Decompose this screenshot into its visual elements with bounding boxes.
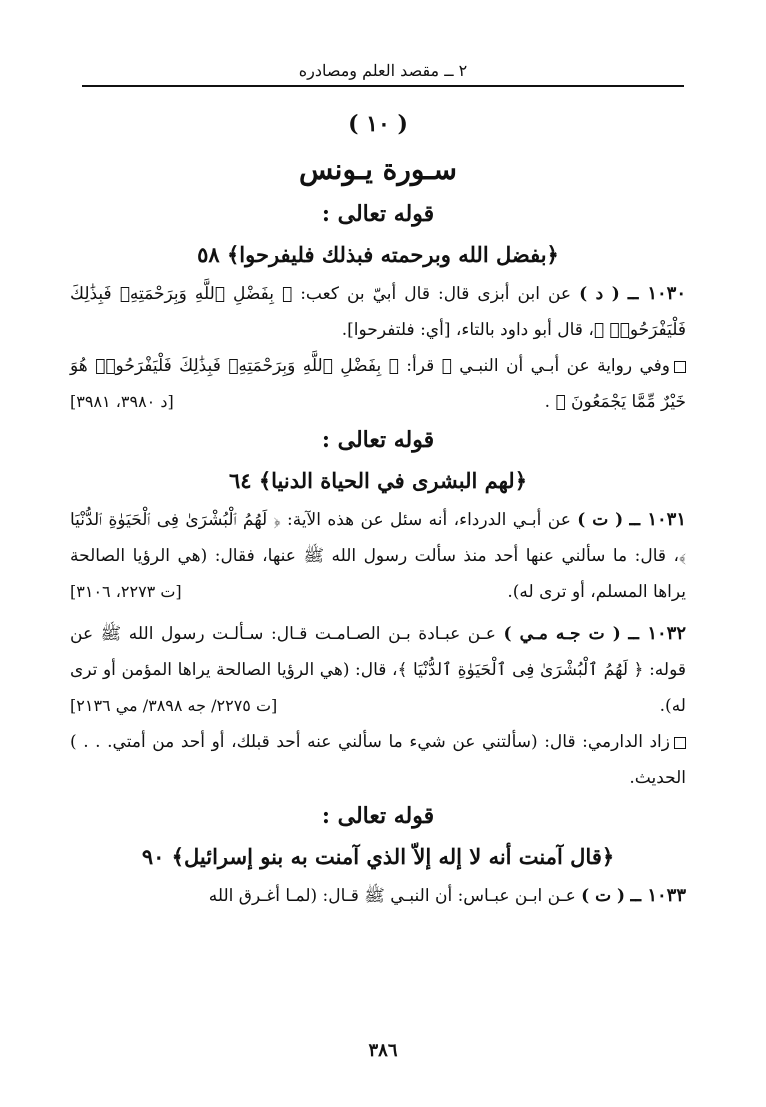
hadith-1030 (70, 276, 686, 348)
header-rule (82, 85, 684, 87)
hadith-1030-variant (70, 348, 686, 420)
page-number: ٣٨٦ (368, 1040, 398, 1061)
hadith-1031 (70, 502, 686, 610)
hadith-reference: [ت ٢٢٧٥/ جه ٣٨٩٨/ مي ٢١٣٦] (70, 696, 278, 715)
page-content (70, 102, 686, 914)
square-bullet-icon (674, 737, 686, 749)
surah-title: سـورة يـونس (298, 153, 458, 186)
hadith-number: ١٠٣٢ ــ (628, 623, 686, 644)
ayah-heading: ﴿بفضل الله وبرحمته فبذلك فليفرحوا﴾ ٥٨ (197, 242, 559, 267)
section-heading: قوله تعالى : (321, 427, 435, 453)
hadith-text: عن ابن أبزى قال: قال أبيّ بن كعب: ﴿ بِفَضْلِ ٱللَّهِ وَبِرَحْمَتِهِۦ فَبِذَٰلِكَ فَلْيَفْرَحُوا۟ ﴾، قال أبو داود بالتاء، [أي: فلتفرحوا]. (70, 284, 686, 340)
hadith-source: ( ت ) (581, 886, 626, 906)
section-heading: قوله تعالى : (321, 803, 435, 829)
square-bullet-icon (674, 361, 686, 373)
ayah-heading: ﴿لهم البشرى في الحياة الدنيا﴾ ٦٤ (228, 468, 527, 493)
running-header: ٢ ــ مقصد العلم ومصادره (298, 61, 468, 80)
hadith-1033 (70, 878, 686, 914)
hadith-1032-addition (70, 724, 686, 796)
hadith-number: ١٠٣١ ــ (629, 509, 686, 530)
surah-number: ( ١٠ ) (348, 111, 408, 137)
hadith-reference: [ت ٢٢٧٣، ٣١٠٦] (70, 582, 182, 601)
hadith-text: زاد الدارمي: قال: (سألتني عن شيء ما سألني عنه أحد قبلك، أو أحد من أمتي. . . ) الحديث. (70, 732, 686, 788)
hadith-reference: [د ٣٩٨٠، ٣٩٨١] (70, 392, 174, 411)
hadith-source: ( ت جـه مـي ) (503, 624, 621, 644)
hadith-text: وفي رواية عن أبـي أن النبـي ﷺ قرأ: ﴿ بِفَضْلِ ٱللَّهِ وَبِرَحْمَتِهِۦ فَبِذَٰلِكَ فَلْيَفْرَحُوا۟ هُوَ خَيْرٌ مِّمَّا يَجْمَعُونَ ﴾ . (70, 356, 686, 412)
hadith-text: عـن ابـن عبـاس: أن النبـي ﷺ قـال: (لمـا أغـرق الله (208, 886, 576, 906)
hadith-text: عن أبـي الدرداء، أنه سئل عن هذه الآية: ﴿ لَهُمُ ٱلْبُشْرَىٰ فِى ٱلْحَيَوٰةِ ٱلدُّنْيَا ﴾، قال: ما سألني عنها أحد منذ سألت رسول الله ﷺ عنها، فقال: (هي الرؤيا الصالحة يراها المسلم، أو ترى له). (70, 510, 686, 602)
hadith-number: ١٠٣٣ ــ (630, 885, 686, 906)
hadith-source: ( ت ) (577, 510, 624, 530)
hadith-1032 (70, 616, 686, 724)
hadith-source: ( د ) (579, 284, 620, 304)
hadith-number: ١٠٣٠ ــ (627, 283, 686, 304)
ayah-heading: ﴿قال آمنت أنه لا إله إلاّ الذي آمنت به بنو إسرائيل﴾ ٩٠ (141, 844, 615, 869)
hadith-text: عـن عبـادة بـن الصـامـت قـال: سـألـت رسول الله ﷺ عن قوله: ﴿ لَهُمُ ٱلْبُشْرَىٰ فِى ٱلْحَيَوٰةِ ٱلدُّنْيَا ﴾، قال: (هي الرؤيا الصالحة يراها المؤمن أو ترى له). (70, 624, 686, 716)
section-heading: قوله تعالى : (321, 201, 435, 227)
